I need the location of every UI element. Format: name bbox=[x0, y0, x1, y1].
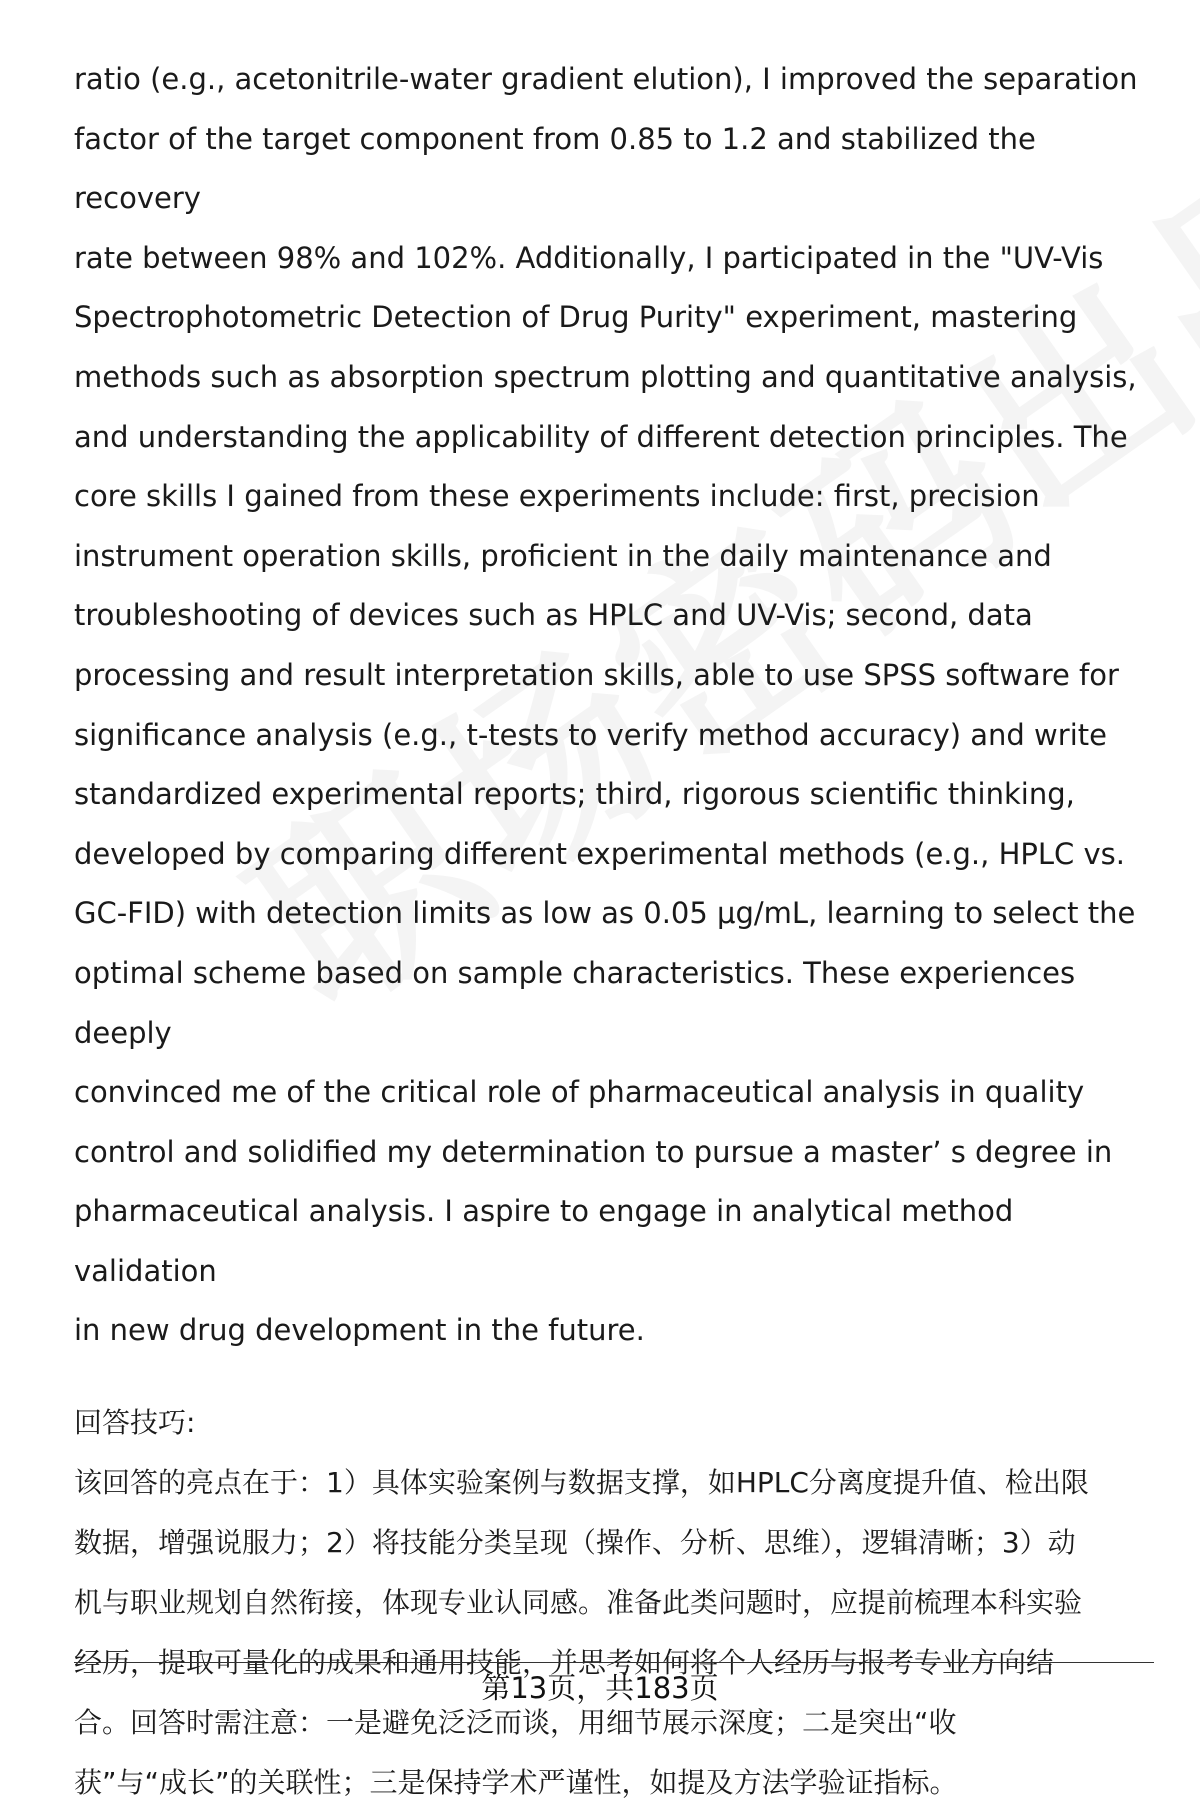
tips-paragraph: 该回答的亮点在于：1）具体实验案例与数据支撑，如HPLC分离度提升值、检出限 数据，增强说服力；2）将技能分类呈现（操作、分析、思维），逻辑清晰；3）动 机与职业规划自然衔接，体现专业认同感。准备此类问题时，应提前梳理本科实验 经历，提取可量化的成果和通用技能，并思考如何将个人经历与报考专业方向结 合。回答时需注意：一是避免泛泛而谈，用细节展示深度；二是突出“收 获”与“成长”的关联性；三是保持学术严谨性，如提及方法学验证指标。 bbox=[74, 1466, 1089, 1800]
page-body bbox=[74, 50, 1154, 1813]
tips-heading: 回答技巧: bbox=[74, 1406, 196, 1440]
answer-paragraph: ratio (e.g., acetonitrile-water gradient elution), I improved the separation factor of the target component from 0.85 to 1.2 and stabilized the recovery rate between 98% and 102%. Additionally, I participated in the "UV-Vis Spectrophotometric Detection of Drug Purity" experiment, mastering methods such as absorption spectrum plotting and quantitative analysis, and understanding the applicability of different detection principles. The core skills I gained from these experiments include: first, precision instrument operation skills, proficient in the daily maintenance and troubleshooting of devices such as HPLC and UV-Vis; second, data processing and result interpretation skills, able to use SPSS software for significance analysis (e.g., t-tests to verify method accuracy) and write standardized experimental reports; third, rigorous scientific thinking, developed by comparing different experimental methods (e.g., HPLC vs. GC-FID) with detection limits as low as 0.05 μg/mL, learning to select the optimal scheme based on sample characteristics. These experiences deeply convinced me of the critical role of pharmaceutical analysis in quality control and solidified my determination to pursue a master’ s degree in pharmaceutical analysis. I aspire to engage in analytical method validation in new drug development in the future. bbox=[74, 62, 1138, 1348]
page-number: 第13页，共183页 bbox=[481, 1671, 719, 1705]
footer-divider bbox=[74, 1662, 1154, 1663]
